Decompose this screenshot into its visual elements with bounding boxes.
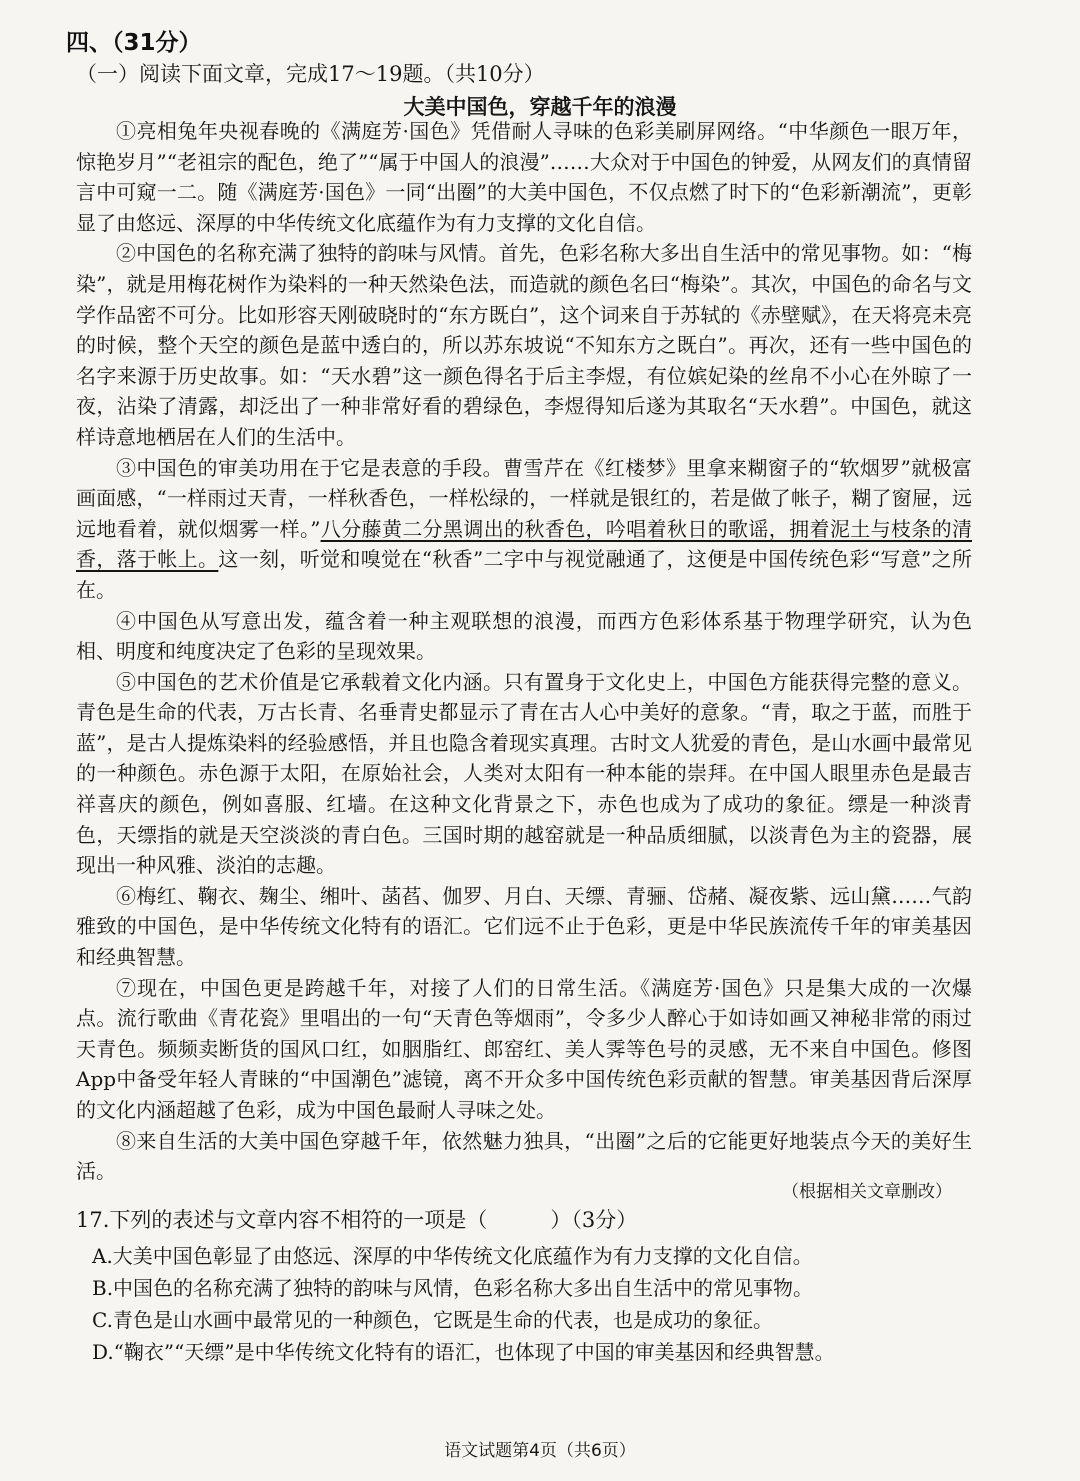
option-c: C.青色是山水画中最常见的一种颜色，它既是生命的代表，也是成功的象征。 xyxy=(92,1308,773,1332)
question-17-options xyxy=(92,1240,972,1368)
paragraph-6: ⑥梅红、鞠衣、麹尘、缃叶、菡萏、伽罗、月白、天缥、青骊、岱赭、凝夜紫、远山黛……气韵雅致的中国色，是中华传统文化特有的语汇。它们远不止于色彩，更是中华民族流传千年的审美基因和经典智慧。 xyxy=(76,883,972,970)
paragraph-5: ⑤中国色的艺术价值是它承载着文化内涵。只有置身于文化史上，中国色方能获得完整的意义。青色是生命的代表，万古长青、名垂青史都显示了青在古人心中美好的意象。“青，取之于蓝，而胜于蓝”，是古人提炼染料的经验感悟，并且也隐含着现实真理。古时文人犹爱的青色，是山水画中最常见的一种颜色。赤色源于太阳，在原始社会，人类对太阳有一种本能的崇拜。在中国人眼里赤色是最吉祥喜庆的颜色，例如喜服、红墙。在这种文化背景之下，赤色也成为了成功的象征。缥是一种淡青色，天缥指的就是天空淡淡的青白色。三国时期的越窑就是一种品质细腻，以淡青色为主的瓷器，展现出一种风雅、淡泊的志趣。 xyxy=(76,669,972,878)
reading-instruction: （一）阅读下面文章，完成17～19题。（共10分） xyxy=(76,62,545,86)
paragraph-2: ②中国色的名称充满了独特的韵味与风情。首先，色彩名称大多出自生活中的常见事物。如：“梅染”，就是用梅花树作为染料的一种天然染色法，而造就的颜色名曰“梅染”。其次，中国色的命名与文学作品密不可分。比如形容天刚破晓时的“东方既白”，这个词来自于苏轼的《赤壁赋》，在天将亮未亮的时候，整个天空的颜色是蓝中透白的，所以苏东坡说“不知东方之既白”。再次，还有一些中国色的名字来源于历史故事。如：“天水碧”这一颜色得名于后主李煜，有位嫔妃染的丝帛不小心在外晾了一夜，沾染了清露，却泛出了一种非常好看的碧绿色，李煜得知后遂为其取名“天水碧”。中国色，就这样诗意地栖居在人们的生活中。 xyxy=(76,241,972,449)
paragraph-7: ⑦现在，中国色更是跨越千年，对接了人们的日常生活。《满庭芳·国色》只是集大成的一次爆点。流行歌曲《青花瓷》里唱出的一句“天青色等烟雨”，令多少人醉心于如诗如画又神秘非常的雨过天青色。频频卖断货的国风口红，如胭脂红、郎窑红、美人霁等色号的灵感，无不来自中国色。修图App中备受年轻人青睐的“中国潮色”滤镜，离不开众多中国传统色彩贡献的智慧。审美基因背后深厚的文化内涵超越了色彩，成为中国色最耐人寻味之处。 xyxy=(76,975,972,1122)
article-body xyxy=(76,116,972,1187)
option-b: B.中国色的名称充满了独特的韵味与风情，色彩名称大多出自生活中的常见事物。 xyxy=(92,1276,814,1300)
option-d: D.“鞠衣”“天缥”是中华传统文化特有的语汇，也体现了中国的审美基因和经典智慧。 xyxy=(92,1340,835,1364)
paragraph-3 xyxy=(76,453,972,606)
section-title: 四、（31分） xyxy=(66,30,202,56)
paragraph-3-part-b: 这一刻，听觉和嗅觉在“秋香”二字中与视觉融通了，这便是中国传统色彩“写意”之所在。 xyxy=(76,547,973,602)
paragraph-4: ④中国色从写意出发，蕴含着一种主观联想的浪漫，而西方色彩体系基于物理学研究，认为色相、明度和纯度决定了色彩的呈现效果。 xyxy=(76,608,972,664)
underlined-sentence: 八分藤黄二分黑调出的秋香色，吟唱着秋日的歌谣，拥着泥土与枝条的清香，落于帐上。 xyxy=(76,516,972,572)
paragraph-8: ⑧来自生活的大美中国色穿越千年，依然魅力独具，“出圈”之后的它能更好地装点今天的美好生活。 xyxy=(76,1128,972,1184)
article-title: 大美中国色，穿越千年的浪漫 xyxy=(403,95,677,119)
article-source: （根据相关文章删改） xyxy=(782,1182,952,1202)
option-a: A.大美中国色彰显了由悠远、深厚的中华传统文化底蕴作为有力支撑的文化自信。 xyxy=(92,1244,813,1268)
page-footer: 语文试题第4页（共6页） xyxy=(444,1441,636,1461)
paragraph-1: ①亮相兔年央视春晚的《满庭芳·国色》凭借耐人寻味的色彩美刷屏网络。“中华颜色一眼万年，惊艳岁月”“老祖宗的配色，绝了”“属于中国人的浪漫”……大众对于中国色的钟爱，从网友们的真情留言中可窥一二。随《满庭芳·国色》一同“出圈”的大美中国色，不仅点燃了时下的“色彩新潮流”，更彰显了由悠远、深厚的中华传统文化底蕴作为有力支撑的文化自信。 xyxy=(76,119,972,235)
paragraph-3-part-a: ③中国色的审美功用在于它是表意的手段。曹雪芹在《红楼梦》里拿来糊窗子的“软烟罗”就极富画面感，“一样雨过天青，一样秋香色，一样松绿的，一样就是银红的，若是做了帐子，糊了窗屉，远远地看着，就似烟雾一样。” xyxy=(76,455,972,541)
question-17-stem: 17.下列的表述与文章内容不相符的一项是（ ）（3分） xyxy=(76,1208,638,1232)
